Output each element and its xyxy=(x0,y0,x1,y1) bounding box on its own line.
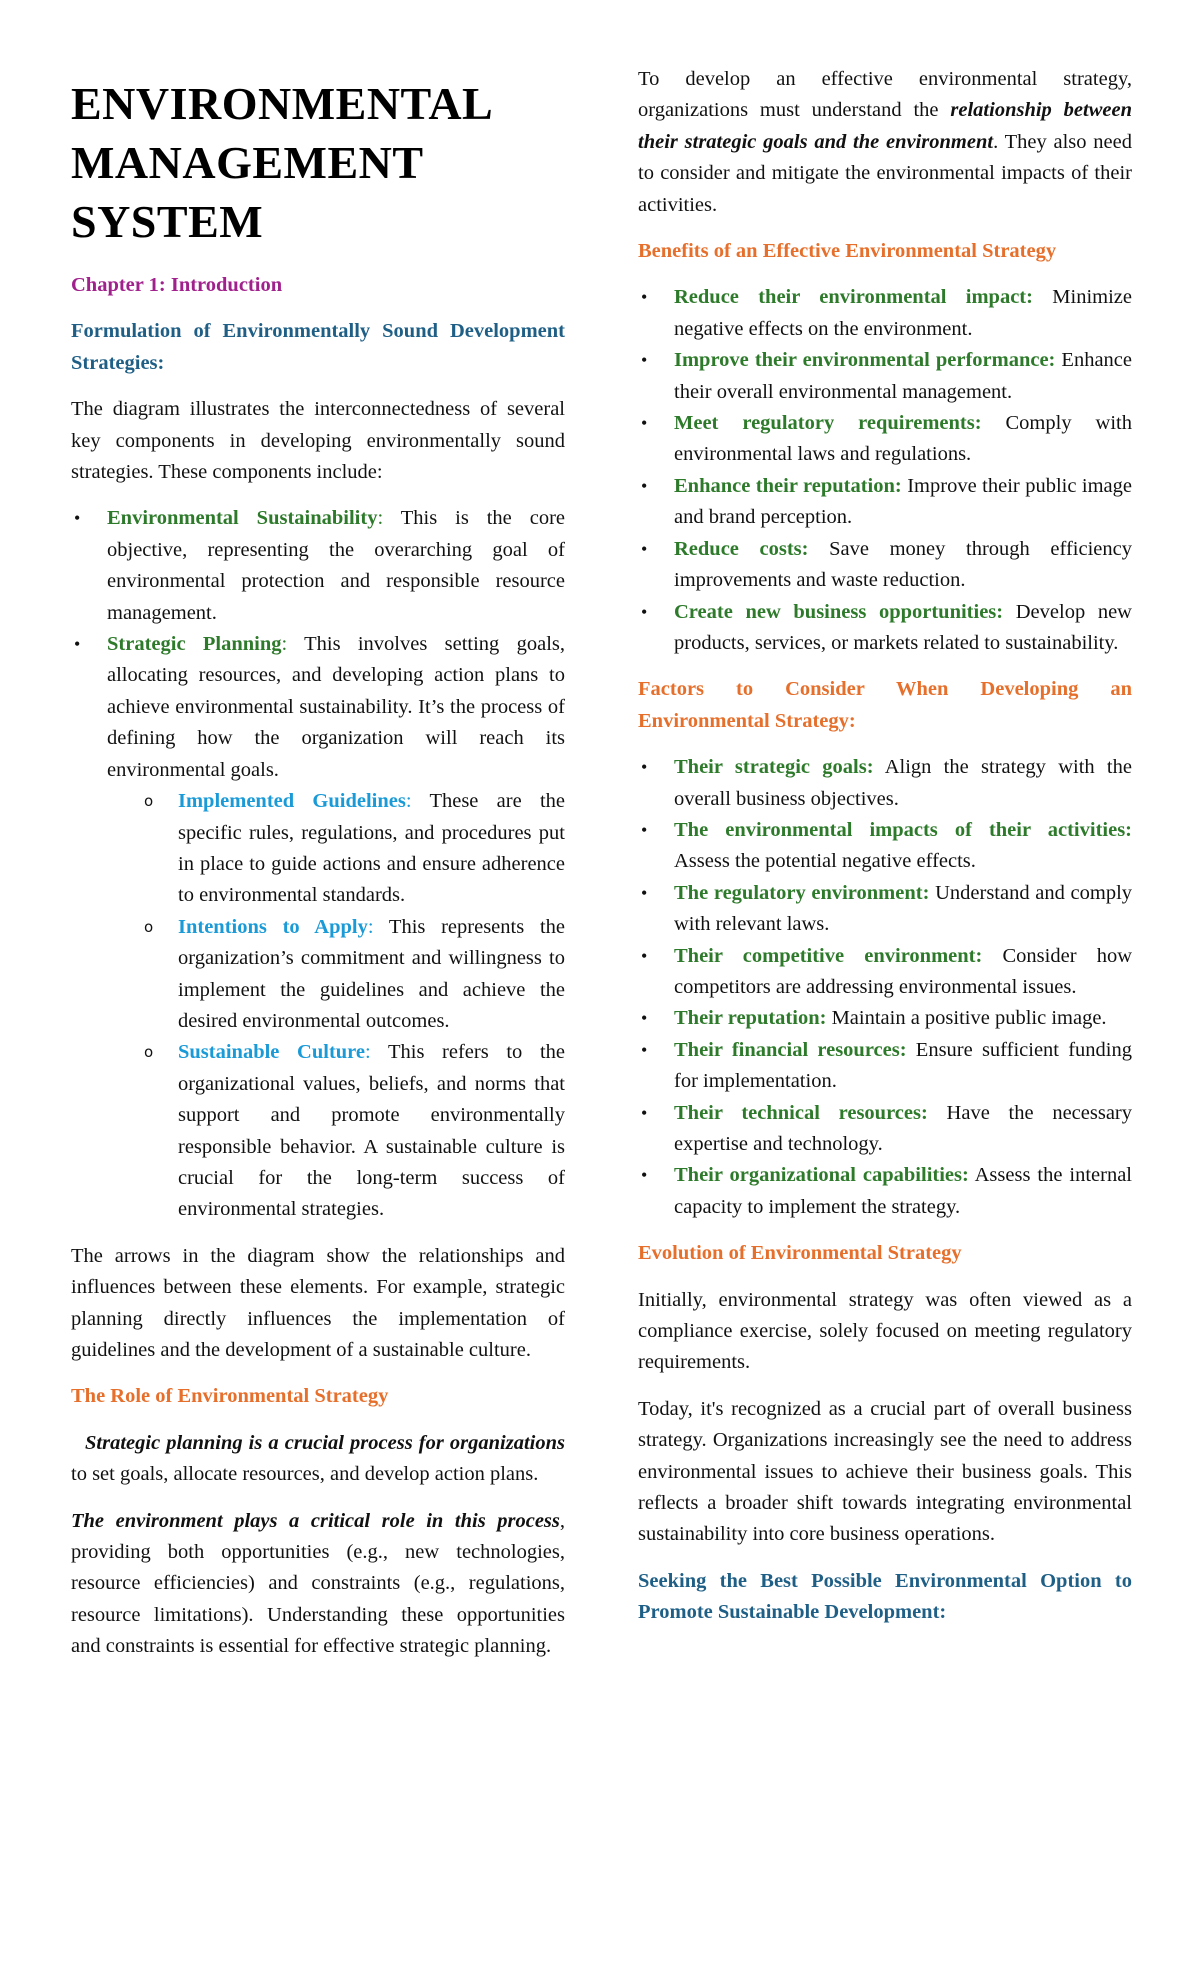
factor-text: Ensure sufficient funding for implementation. xyxy=(674,1038,1132,1093)
factor-term: Their technical resources: xyxy=(674,1101,928,1124)
sub-component-sep: : xyxy=(367,915,374,938)
list-item xyxy=(638,345,1132,408)
component-term: Strategic Planning xyxy=(107,633,282,656)
factor-term: Their organizational capabilities: xyxy=(674,1164,969,1187)
component-sep: : xyxy=(281,633,288,656)
benefit-text: Comply with environmental laws and regulations. xyxy=(674,412,1132,466)
benefit-term: Reduce their environmental impact: xyxy=(674,286,1033,309)
factors-list xyxy=(638,752,1132,1223)
benefit-text: Develop new products, services, or markets related to sustainability. xyxy=(674,600,1132,654)
bullet-icon: • xyxy=(641,350,648,371)
list-item xyxy=(638,282,1132,345)
role-emphasis-2: The environment plays a critical role in this process xyxy=(71,1509,560,1532)
benefit-term: Reduce costs: xyxy=(674,537,809,560)
develop-text-end: . They also need to consider and mitigate the environmental impacts of their activities. xyxy=(638,130,1132,216)
benefit-text: Minimize negative effects on the environment. xyxy=(674,286,1132,340)
list-item xyxy=(638,471,1132,534)
sub-components-list xyxy=(71,786,565,1226)
benefit-term: Create new business opportunities: xyxy=(674,600,1004,623)
role-emphasis-1: Strategic planning is a crucial process for organizations xyxy=(85,1431,565,1454)
sub-component-term: Implemented Guidelines xyxy=(178,790,406,813)
benefits-list xyxy=(638,282,1132,659)
component-text: This is the core objective, representing the overarching goal of environmental protection and responsible resource management. xyxy=(107,507,565,624)
list-item xyxy=(638,941,1132,1004)
list-item xyxy=(638,752,1132,815)
list-item xyxy=(638,815,1132,878)
component-sep: : xyxy=(377,507,384,530)
sub-component-text: This represents the organization’s commitment and willingness to implement the guidelines and achieve the desired environmental outcomes. xyxy=(178,915,565,1032)
list-item xyxy=(638,408,1132,471)
sub-component-term: Sustainable Culture xyxy=(178,1041,365,1064)
evolution-paragraph-1: Initially, environmental strategy was often viewed as a compliance exercise, solely focused on meeting regulatory requirements. xyxy=(638,1288,1132,1374)
formulation-heading: Formulation of Environmentally Sound Development Strategies: xyxy=(71,320,565,374)
role-heading: The Role of Environmental Strategy xyxy=(71,1385,389,1408)
arrows-paragraph: The arrows in the diagram show the relationships and influences between these elements. For example, strategic planning directly influences the implementation of guidelines and the development of a sustainable culture. xyxy=(71,1244,565,1361)
bullet-icon: • xyxy=(641,413,648,434)
factor-text: Have the necessary expertise and technology. xyxy=(674,1101,1132,1155)
list-item xyxy=(638,534,1132,597)
list-item xyxy=(71,629,565,1226)
benefit-term: Enhance their reputation: xyxy=(674,474,902,497)
role-text-1: to set goals, allocate resources, and develop action plans. xyxy=(71,1463,539,1486)
bullet-icon: • xyxy=(641,945,648,966)
factor-term: Their strategic goals: xyxy=(674,756,874,779)
chapter-heading: Chapter 1: Introduction xyxy=(71,274,283,296)
bullet-icon: • xyxy=(641,475,648,496)
bullet-icon: • xyxy=(641,1008,648,1029)
bullet-icon: • xyxy=(74,508,81,529)
bullet-icon: • xyxy=(641,538,648,559)
bullet-icon: • xyxy=(641,819,648,840)
role-text-2: , providing both opportunities (e.g., new technologies, resource efficiencies) and constraints (e.g., regulations, resource limitations). Understanding these opportunities and constraints is essential for effective strategic planning. xyxy=(71,1509,565,1658)
role-paragraph-2 xyxy=(71,1506,565,1663)
list-item xyxy=(638,1098,1132,1161)
right-column xyxy=(638,64,1132,1644)
develop-emphasis: relationship between their strategic goals and the environment xyxy=(638,99,1132,153)
factor-term: Their financial resources: xyxy=(674,1038,907,1061)
list-item xyxy=(71,503,565,629)
factor-text: Assess the potential negative effects. xyxy=(674,850,976,873)
list-item xyxy=(71,1037,565,1225)
document-title: ENVIRONMENTAL MANAGEMENT SYSTEM xyxy=(71,78,491,247)
component-term: Environmental Sustainability xyxy=(107,507,378,530)
list-item xyxy=(71,912,565,1038)
bullet-icon: • xyxy=(641,1039,648,1060)
sub-component-sep: : xyxy=(365,1041,371,1064)
benefit-term: Meet regulatory requirements: xyxy=(674,412,982,435)
list-item xyxy=(638,878,1132,941)
role-paragraph-1 xyxy=(71,1428,565,1491)
list-item xyxy=(638,1160,1132,1223)
sub-bullet-icon: o xyxy=(144,792,154,811)
benefits-heading: Benefits of an Effective Environmental Strategy xyxy=(638,240,1057,263)
list-item xyxy=(638,1003,1132,1034)
factor-term: Their reputation: xyxy=(674,1007,827,1030)
benefit-text: Save money through efficiency improvements and waste reduction. xyxy=(674,537,1132,592)
list-item xyxy=(638,1035,1132,1098)
intro-paragraph: The diagram illustrates the interconnectedness of several key components in developing environmentally sound strategies. These components include: xyxy=(71,398,565,484)
sub-bullet-icon: o xyxy=(144,917,154,936)
factor-term: Their competitive environment: xyxy=(674,944,983,967)
list-item xyxy=(71,786,565,912)
left-column xyxy=(71,64,565,1678)
component-text: This involves setting goals, allocating resources, and developing action plans to achieve environmental sustainability. It’s the process of defining how the organization will reach its environmental goals. xyxy=(107,633,565,781)
develop-text-start: To develop an effective environmental strategy, organizations must understand the xyxy=(638,68,1132,122)
benefit-text: Enhance their overall environmental management. xyxy=(674,349,1132,403)
bullet-icon: • xyxy=(74,634,81,655)
bullet-icon: • xyxy=(641,601,648,622)
factor-term: The regulatory environment: xyxy=(674,881,930,904)
sub-component-text: This refers to the organizational values, beliefs, and norms that support and promote environmentally responsible behavior. A sustainable culture is crucial for the long-term success of environmental strategies. xyxy=(178,1041,565,1221)
components-list xyxy=(71,503,565,1225)
evolution-heading: Evolution of Environmental Strategy xyxy=(638,1242,962,1265)
factor-text: Maintain a positive public image. xyxy=(826,1007,1107,1030)
sub-component-term: Intentions to Apply xyxy=(178,915,368,938)
bullet-icon: • xyxy=(641,1165,648,1186)
list-item xyxy=(638,597,1132,660)
factor-text: Consider how competitors are addressing environmental issues. xyxy=(674,944,1132,998)
bullet-icon: • xyxy=(641,1102,648,1123)
factors-heading: Factors to Consider When Developing an Environmental Strategy: xyxy=(638,678,1132,732)
sub-component-text: These are the specific rules, regulations, and procedures put in place to guide actions and ensure adherence to environmental standards. xyxy=(178,790,565,907)
bullet-icon: • xyxy=(641,757,648,778)
benefit-text: Improve their public image and brand perception. xyxy=(674,474,1132,529)
factor-text: Assess the internal capacity to implement the strategy. xyxy=(674,1164,1132,1218)
bullet-icon: • xyxy=(641,882,648,903)
factor-text: Align the strategy with the overall business objectives. xyxy=(674,756,1132,810)
sub-bullet-icon: o xyxy=(144,1043,154,1062)
factor-term: The environmental impacts of their activities: xyxy=(674,818,1132,841)
sub-component-sep: : xyxy=(405,790,412,813)
evolution-paragraph-2: Today, it's recognized as a crucial part of overall business strategy. Organizations increasingly see the need to address environmental issues to achieve their business goals. This reflects a broader shift towards integrating environmental sustainability into core business operations. xyxy=(638,1397,1132,1546)
bullet-icon: • xyxy=(641,287,648,308)
develop-paragraph xyxy=(638,64,1132,221)
benefit-term: Improve their environmental performance: xyxy=(674,349,1056,372)
seeking-heading: Seeking the Best Possible Environmental Option to Promote Sustainable Development: xyxy=(638,1569,1132,1624)
factor-text: Understand and comply with relevant laws. xyxy=(674,881,1133,936)
